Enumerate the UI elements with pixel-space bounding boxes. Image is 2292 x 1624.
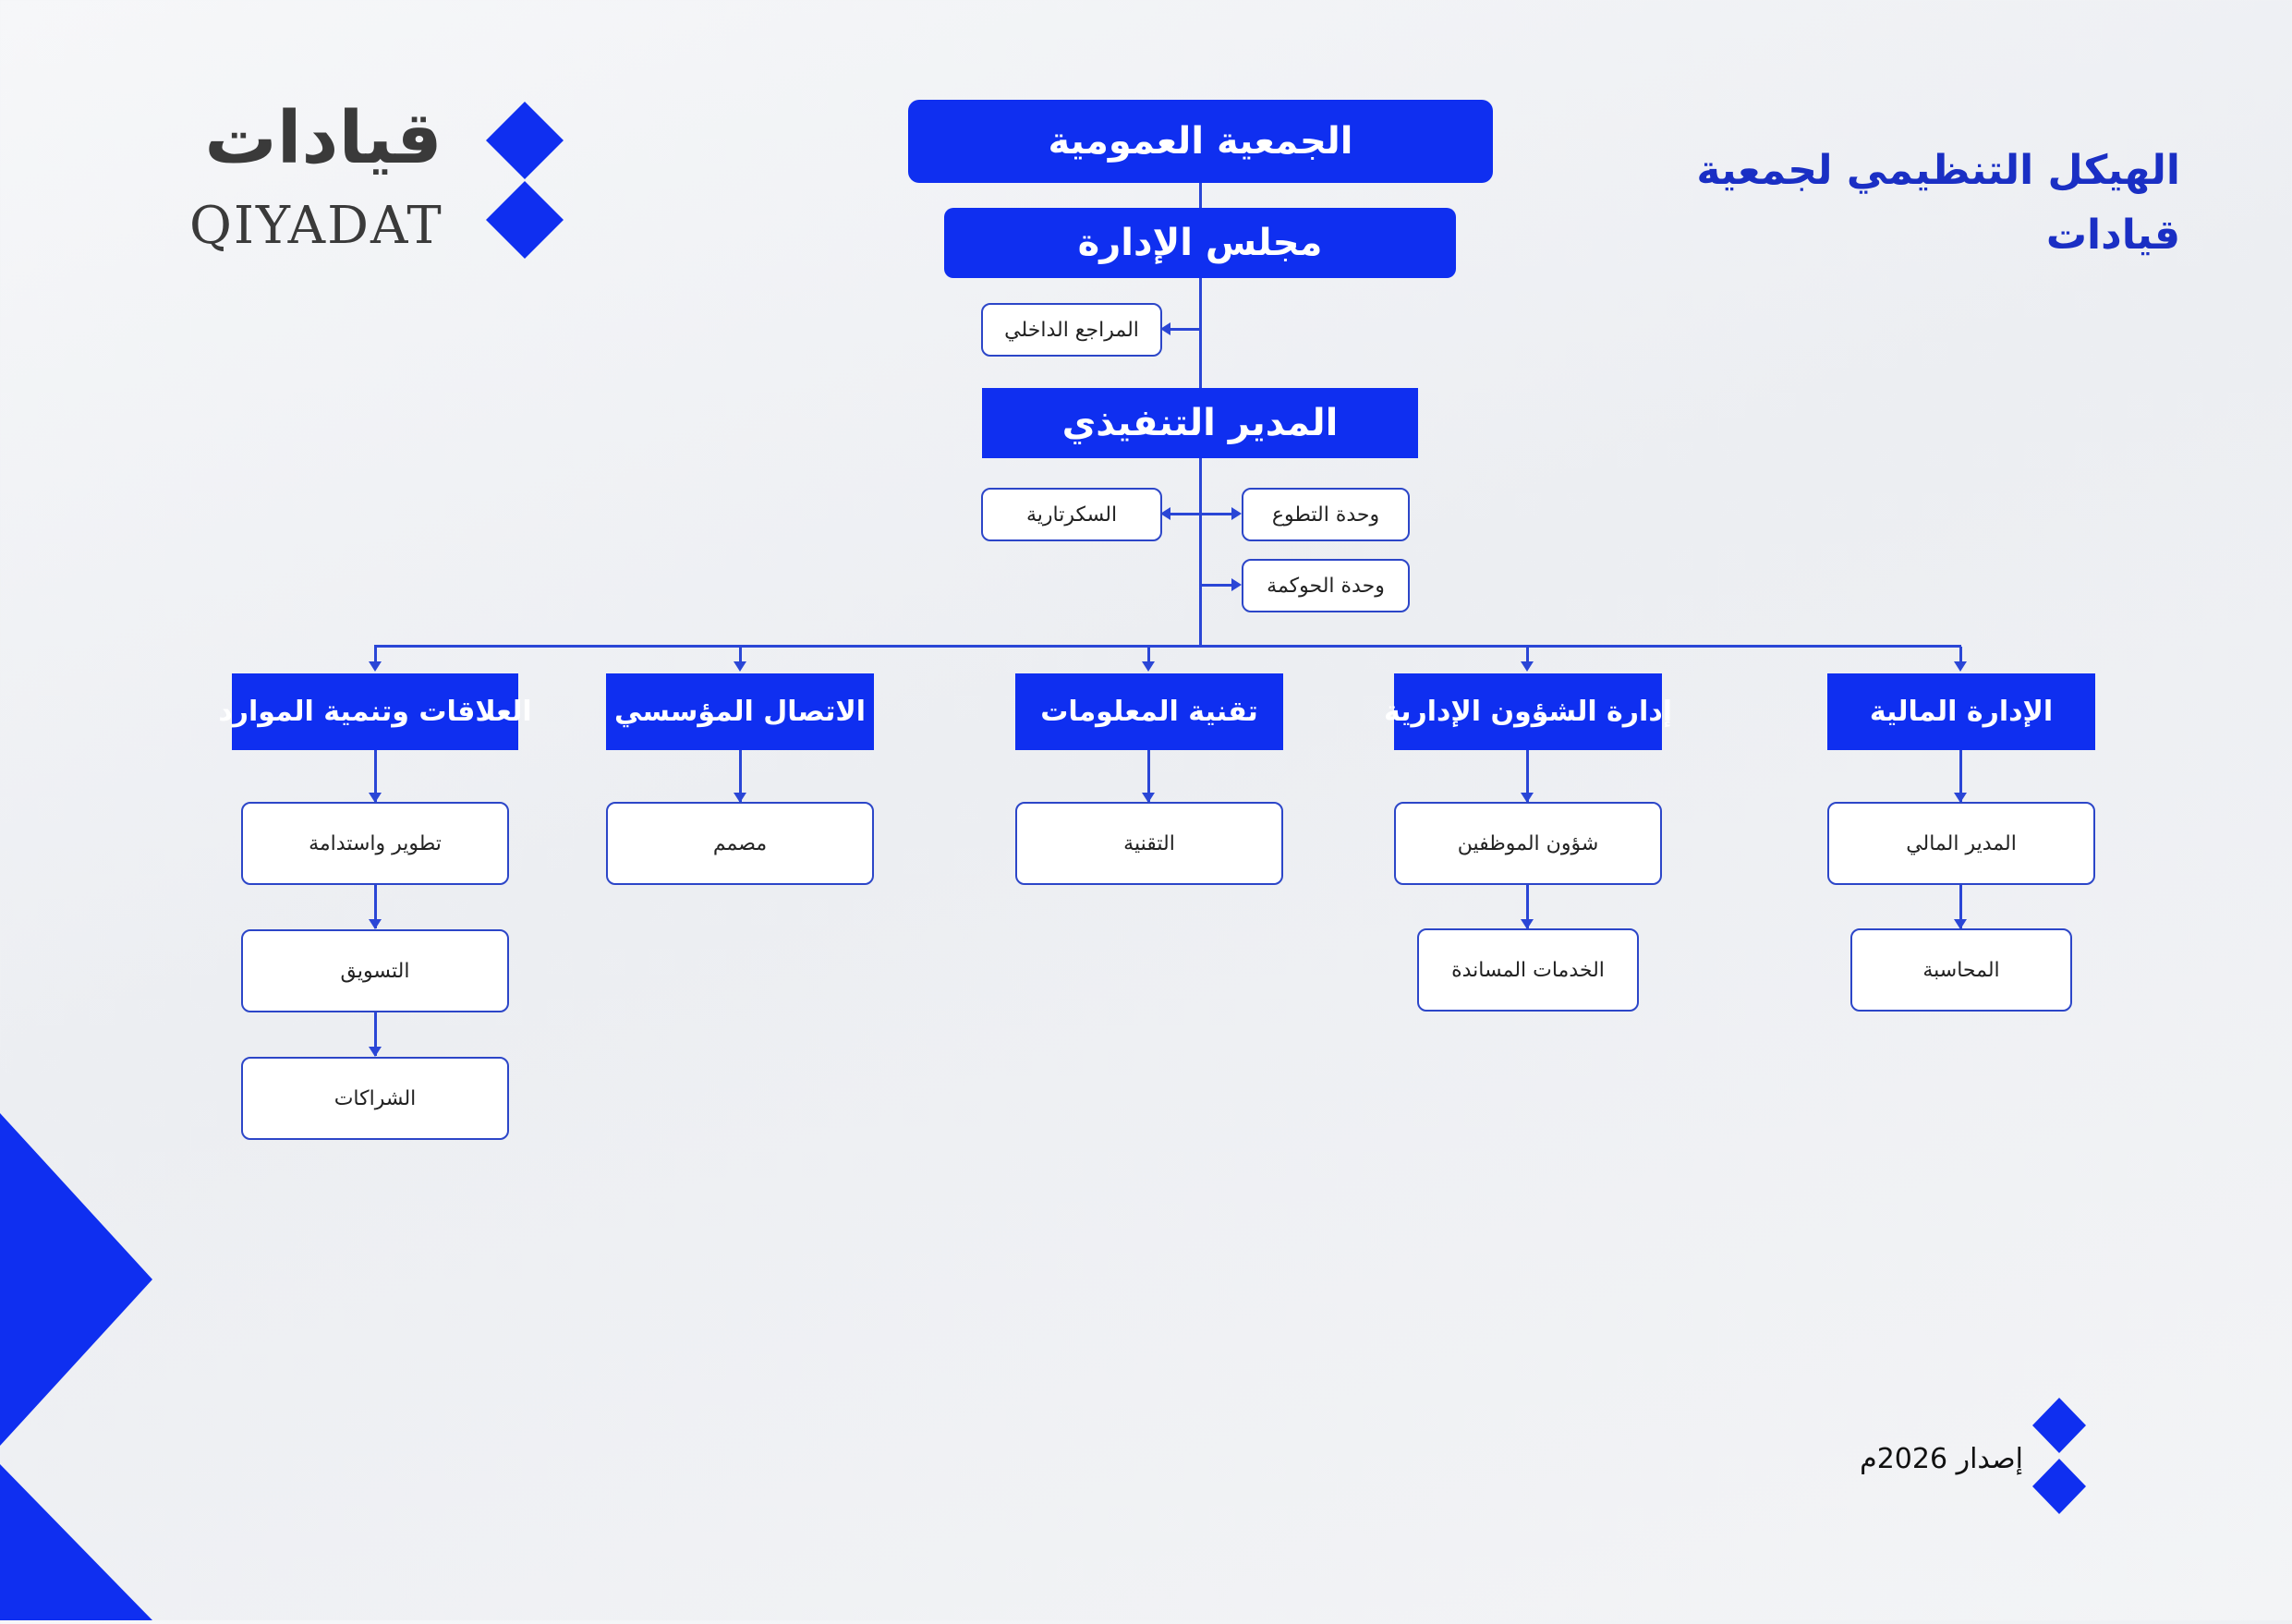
- dept-arrow-1: [1954, 661, 1967, 672]
- partnerships-box: الشراكات: [241, 1057, 509, 1140]
- general-assembly-box: الجمعية العمومية: [908, 100, 1493, 183]
- board-box: مجلس الإدارة: [944, 208, 1456, 278]
- dept-arrow-2: [1521, 661, 1534, 672]
- auditor-connector: [1169, 328, 1200, 331]
- volunteer-connector: [1200, 513, 1231, 515]
- development-sustainability-box: تطوير واستدامة: [241, 802, 509, 885]
- logo-latin-text: QIYADAT: [189, 196, 443, 256]
- ceo-box: المدير التنفيذي: [982, 388, 1418, 458]
- hr-affairs-box: شؤون الموظفين: [1394, 802, 1662, 885]
- dept-admin-affairs-box: إدارة الشؤون الإدارية: [1394, 673, 1662, 750]
- internal-auditor-box: المراجع الداخلي: [981, 303, 1162, 357]
- dept-relations-box: العلاقات وتنمية الموارد: [232, 673, 518, 750]
- governance-arrow: [1231, 578, 1242, 591]
- governance-connector: [1200, 584, 1231, 587]
- relations-arrow-3: [369, 1047, 382, 1057]
- designer-box: مصمم: [606, 802, 874, 885]
- version-label: إصدار 2026م: [1860, 1443, 2023, 1475]
- finance-manager-box: المدير المالي: [1827, 802, 2095, 885]
- governance-unit-box: وحدة الحوكمة: [1242, 559, 1410, 612]
- technology-box: التقنية: [1015, 802, 1283, 885]
- corner-decoration: [0, 1113, 157, 1620]
- departments-horizontal-line: [374, 645, 1961, 648]
- support-services-box: الخدمات المساندة: [1417, 928, 1639, 1012]
- dept-finance-box: الإدارة المالية: [1827, 673, 2095, 750]
- dept-it-box: تقنية المعلومات: [1015, 673, 1283, 750]
- secretariat-connector: [1169, 513, 1200, 515]
- dept-arrow-5: [369, 661, 382, 672]
- secretariat-box: السكرتارية: [981, 488, 1162, 541]
- logo-diamonds-icon: [482, 102, 567, 261]
- logo-arabic-text: قيادات: [204, 97, 443, 180]
- relations-arrow-2: [369, 919, 382, 929]
- marketing-box: التسويق: [241, 929, 509, 1012]
- dept-corporate-comms-box: الاتصال المؤسسي: [606, 673, 874, 750]
- dept-arrow-4: [734, 661, 746, 672]
- volunteer-arrow: [1231, 507, 1242, 520]
- footer-diamonds-icon: [2031, 1398, 2088, 1516]
- dept-arrow-3: [1142, 661, 1155, 672]
- volunteer-unit-box: وحدة التطوع: [1242, 488, 1410, 541]
- logo: [185, 92, 573, 268]
- page-title: الهيكل التنظيمي لجمعية قيادات: [1696, 147, 2180, 259]
- accounting-box: المحاسبة: [1850, 928, 2072, 1012]
